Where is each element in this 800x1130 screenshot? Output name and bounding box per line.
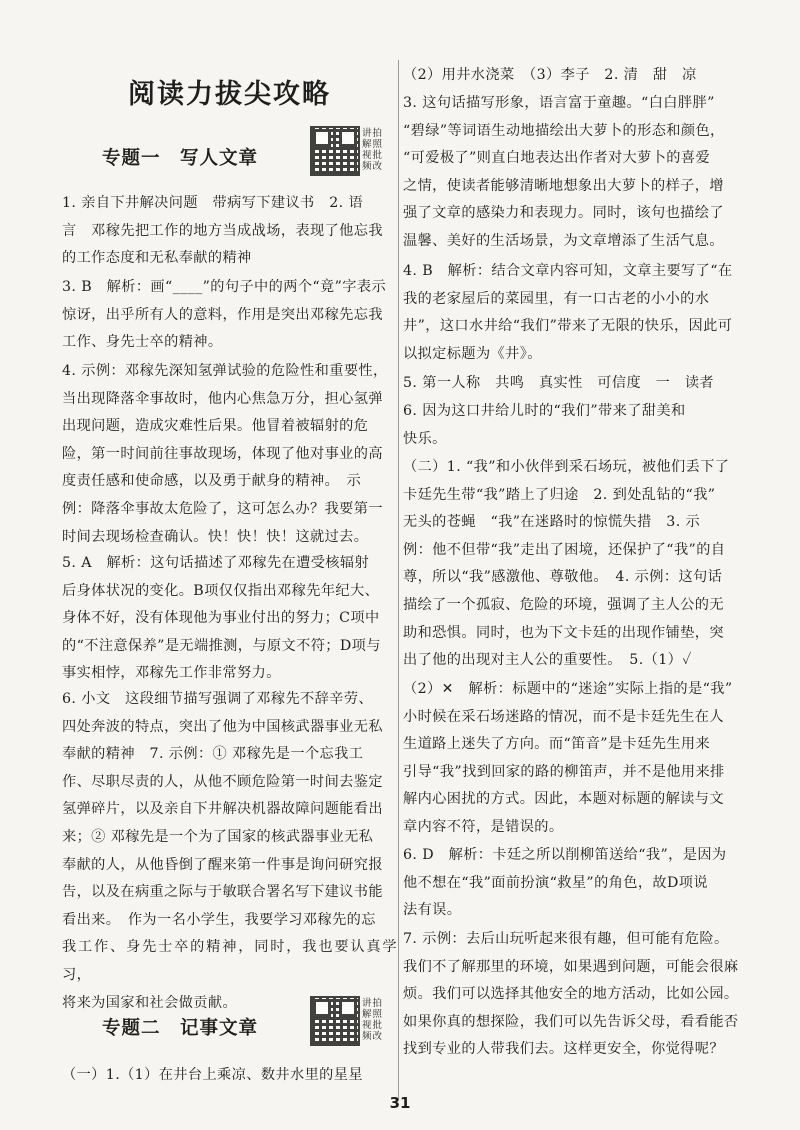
answer-block: 6. 因为这口井给儿时的“我们”带来了甜美和 快乐。 <box>403 403 686 447</box>
section-title: 专题二 记事文章 <box>102 1018 259 1039</box>
answer-block: 5. A 解析：这句话描述了邓稼先在遭受核辐射 后身体状况的变化。B项仅仅指出邓稼先年纪大、 身体不好，没有体现他为事业付出的努力；C项中 的“不注意保养”是无端推测，与原文不符；D项与 事实相悖，邓稼先工作非常努力。 <box>62 555 381 682</box>
qr-code-icon <box>312 998 358 1044</box>
page-number: 31 <box>389 1094 411 1112</box>
column-divider <box>398 60 399 1100</box>
answer-block: 4. 示例：邓稼先深知氢弹试验的危险性和重要性， 当出现降落伞事故时，他内心焦急万分，担心氢弹 出现问题，造成灾难性后果。他冒着被辐射的危 险，第一时间前往事故现场，体现了他对事业的高 度责任感和使命感，以及勇于献身的精神。 示 例：降落伞事故太危险了，这可怎么办？我要第一 时间去现场检查确认。快！快！快！这就过去。 <box>62 363 388 545</box>
answer-block: 4. B 解析：结合文章内容可知，文章主要写了“在 我的老家屋后的菜园里，有一口古老的小小的水 井”，这口水井给“我们”带来了无限的快乐，因此可 以拟定标题为《井》。 <box>403 263 733 362</box>
answer-block: 7. 示例：去后山玩听起来很有趣，但可能有危险。 我们不了解那里的环境，如果遇到问题，可能会很麻 烦。我们可以选择其他安全的地方活动，比如公园。 如果你真的想探险，我们可以先告诉父母，看看能否 找到专业的人带我们去。这样更安全，你觉得呢？ <box>403 931 739 1058</box>
answer-block: 3. 这句话描写形象，语言富于童趣。“白白胖胖” “碧绿”等词语生动地描绘出大萝卜的形态和颜色， “可爱极了”则直白地表达出作者对大萝卜的喜爱 之情，使读者能够清晰地想象出大萝卜的样子，增 强了文章的感染力和表现力。同时，该句也描绘了 温馨、美好的生活场景，为文章增添了生活气息。 <box>403 95 725 249</box>
section-title: 专题一 写人文章 <box>102 148 259 169</box>
answer-block: 1. 亲自下井解决问题 带病写下建议书 2. 语 言 邓稼先把工作的地方当成战场，表现了他忘我 的工作态度和无私奉献的精神 <box>62 195 383 267</box>
answer-block: （一）1.（1）在井台上乘凉、数井水里的星星 <box>62 1067 363 1083</box>
answer-block: 6. D 解析：卡廷之所以削柳笛送给“我”，是因为 他不想在“我”面前扮演“救星”的角色，故D项说 法有误。 <box>403 847 727 919</box>
qr-label: 讲拍 解照 视批 频改 <box>362 128 384 172</box>
section-header-1 <box>62 128 397 178</box>
page-title: 阅读力拔尖攻略 <box>128 79 331 110</box>
answer-block: （2）✕ 解析：标题中的“迷途”实际上指的是“我” 小时候在采石场迷路的情况，而不是卡廷先生在人 生道路上迷失了方向。而“笛音”是卡廷先生用来 引导“我”找到回家的路的柳笛声，并不是他用来排 解内心困扰的方式。因此，本题对标题的解读与文 章内容不符，是错误的。 <box>403 681 733 835</box>
section-header-2 <box>62 998 397 1048</box>
qr-label: 讲拍 解照 视批 频改 <box>362 998 384 1042</box>
answer-block: 5. 第一人称 共鸣 真实性 可信度 一 读者 <box>403 375 714 391</box>
answer-block: （2）用井水浇菜 （3）李子 2. 清 甜 凉 <box>403 67 697 83</box>
answer-block: （二）1. “我”和小伙伴到采石场玩，被他们丢下了 卡廷先生带“我”踏上了归途 2. 到处乱钻的“我” 无头的苍蝇 “我”在迷路时的惊慌失措 3. 示 例：他不但带“我”走出了困境，还保护了“我”的自 尊，所以“我”感激他、尊敬他。 4. 示例：这句话 描绘了一个孤寂、危险的环境，强调了主人公的无 助和恐惧。同时，也为下文卡廷的出现作铺垫，突 出了他的出现对主人公的重要性。 5.（1）✓ <box>403 459 730 669</box>
answer-block: 3. B 解析：画“____”的句子中的两个“竟”字表示 惊讶，出乎所有人的意料，作用是突出邓稼先忘我 工作、身先士卒的精神。 <box>62 279 387 351</box>
answer-block: 6. 小文 这段细节描写强调了邓稼先不辞辛劳、 四处奔波的特点，突出了他为中国核武器事业无私 奉献的精神 7. 示例：① 邓稼先是一个忘我工 作、尽职尽责的人，从他不顾危险第一时间去鉴定 氢弹碎片，以及亲自下井解决机器故障问题能看出 来；② 邓稼先是一个为了国家的核武器事业无私 奉献的人，从他昏倒了醒来第一件事是询问研究报 告，以及在病重之际与于敏联合署名写下建议书能 看出来。 作为一名小学生，我要学习邓稼先的忘 我工作、身先士卒的精神，同时，我也要认真学习， 将来为国家和社会做贡献。 <box>62 691 397 1011</box>
qr-code-icon <box>312 128 358 174</box>
